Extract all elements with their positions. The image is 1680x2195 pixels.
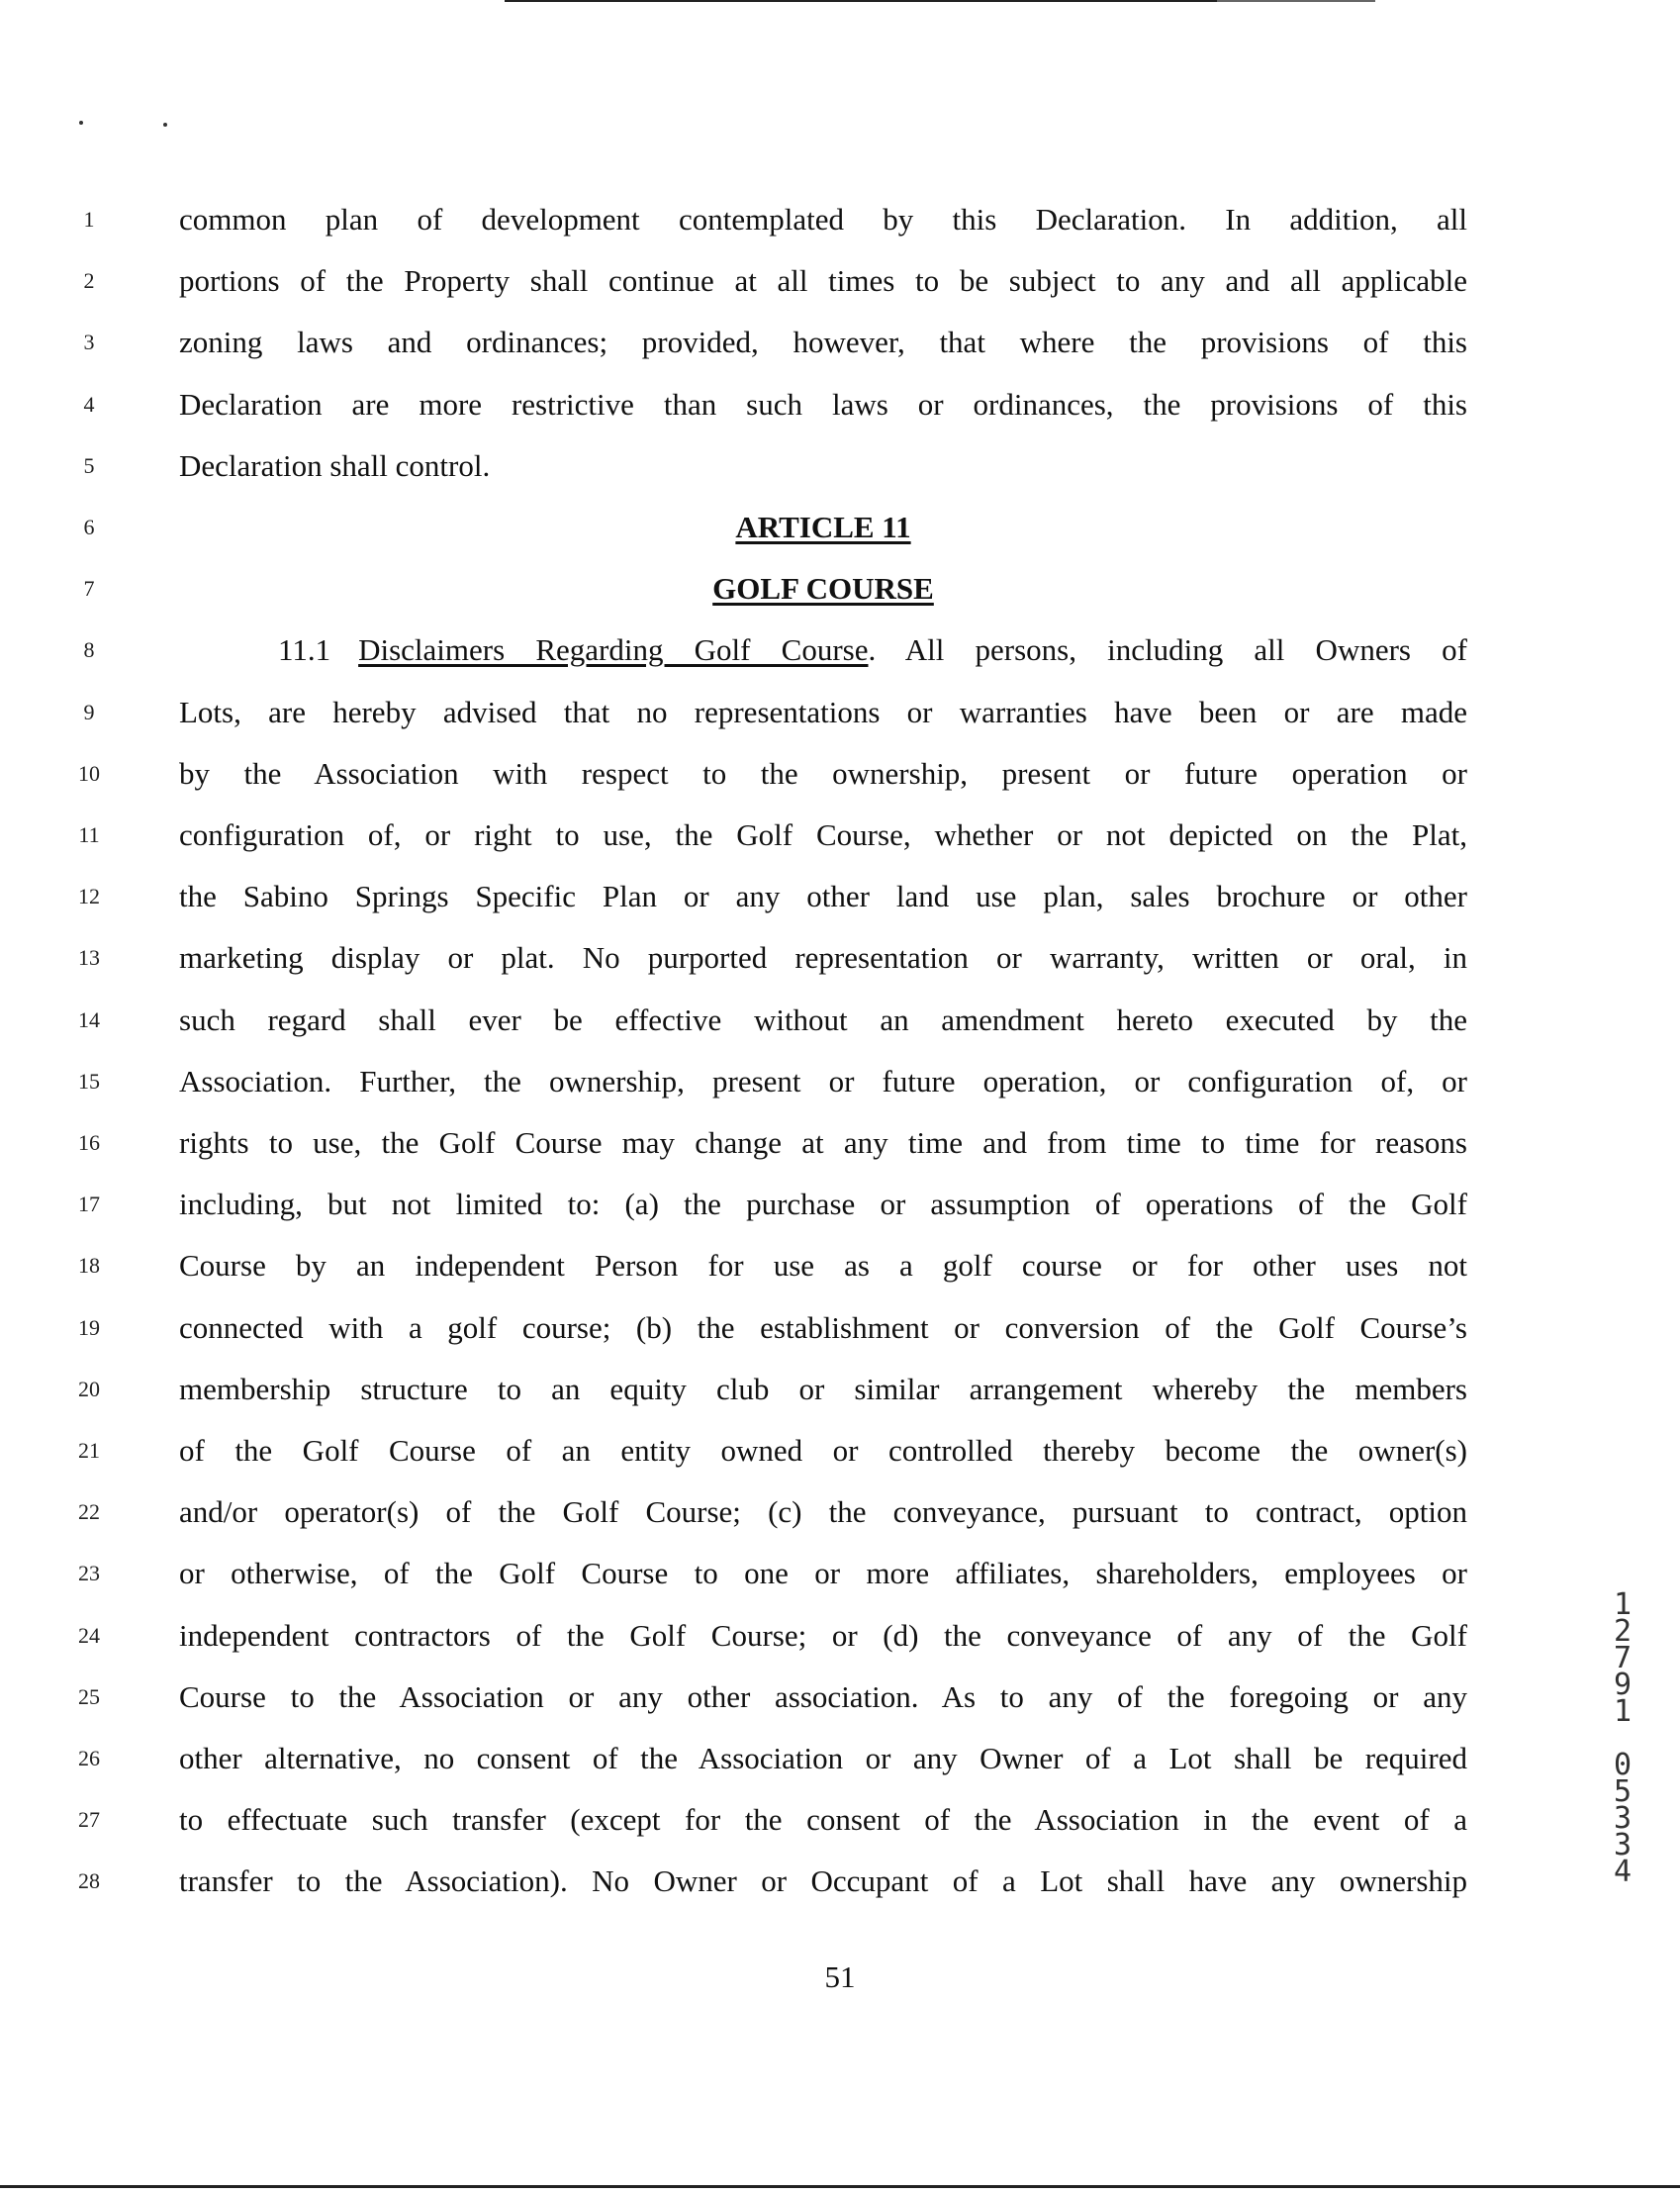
line-text: other alternative, no consent of the Association or any Owner of a Lot shall be required	[179, 1741, 1467, 1775]
stamp-digit: 1	[1613, 1694, 1633, 1729]
line-text: of the Golf Course of an entity owned or controlled thereby become the owner(s)	[179, 1433, 1467, 1468]
line-text: Declaration are more restrictive than such laws or ordinances, the provisions of this	[179, 386, 1467, 422]
line-text: Course by an independent Person for use as a golf course or for other uses not	[179, 1248, 1467, 1284]
document-line	[0, 1728, 1680, 1789]
line-number: 1	[83, 207, 95, 232]
line-number: 11	[78, 822, 100, 847]
line-number: 22	[78, 1499, 100, 1525]
stamp-digit: 3	[1613, 1801, 1633, 1836]
stamp-digit: 3	[1613, 1828, 1633, 1862]
document-line	[0, 1605, 1680, 1667]
line-text: zoning laws and ordinances; provided, however, that where the provisions of this	[179, 325, 1467, 360]
document-line	[0, 1789, 1680, 1851]
line-number: 2	[83, 268, 95, 294]
line-number: 3	[83, 330, 95, 355]
line-text: by the Association with respect to the ownership, present or future operation or	[179, 755, 1467, 791]
line-text: marketing display or plat. No purported representation or warranty, written or oral, in	[179, 940, 1467, 976]
bottom-border-rule	[0, 2185, 1680, 2188]
document-line	[0, 682, 1680, 743]
line-text: transfer to the Association). No Owner or Occupant of a Lot shall have any ownership	[179, 1863, 1467, 1899]
stamp-digit: 7	[1613, 1641, 1633, 1675]
document-line	[0, 1543, 1680, 1604]
line-text: Lots, are hereby advised that no representations or warranties have been or are made	[179, 694, 1467, 729]
recording-number-stamp	[1603, 1587, 1642, 1889]
document-line	[0, 1359, 1680, 1420]
line-number: 5	[83, 452, 95, 478]
line-number: 7	[83, 576, 95, 602]
document-line	[0, 1851, 1680, 1912]
document-line	[0, 866, 1680, 927]
line-number: 23	[78, 1561, 100, 1586]
line-number: 21	[78, 1438, 100, 1463]
stamp-digit: 9	[1613, 1668, 1633, 1702]
document-line	[0, 189, 1680, 250]
page-number: 51	[824, 1959, 856, 1994]
line-number: 18	[78, 1253, 100, 1279]
line-number: 16	[78, 1130, 100, 1155]
document-line	[0, 620, 1680, 681]
line-number: 27	[78, 1807, 100, 1833]
section-title: Disclaimers Regarding Golf Course	[358, 632, 869, 668]
line-number: 4	[83, 391, 95, 417]
line-number: 25	[78, 1683, 100, 1709]
document-line	[0, 1235, 1680, 1296]
line-number: 19	[78, 1314, 100, 1340]
article-heading: GOLF COURSE	[712, 571, 934, 607]
article-heading: ARTICLE 11	[735, 510, 911, 544]
line-text: including, but not limited to: (a) the purchase or assumption of operations of the Golf	[179, 1187, 1467, 1222]
line-number: 28	[78, 1868, 100, 1894]
document-line	[0, 435, 1680, 497]
line-text: membership structure to an equity club or similar arrangement whereby the members	[179, 1371, 1467, 1406]
line-text: such regard shall ever be effective without an amendment hereto executed by the	[179, 1002, 1467, 1037]
section-heading-line	[179, 620, 1467, 681]
line-number: 9	[83, 699, 95, 724]
document-line	[0, 805, 1680, 866]
document-line	[0, 1051, 1680, 1112]
line-text: to effectuate such transfer (except for the consent of the Association in the event of a	[179, 1802, 1467, 1838]
document-line	[0, 990, 1680, 1051]
document-line	[0, 743, 1680, 805]
stamp-digit: 1	[1613, 1587, 1633, 1622]
line-text: Association. Further, the ownership, present or future operation, or configuration of, or	[179, 1063, 1467, 1098]
line-text: Course to the Association or any other association. As to any of the foregoing or any	[179, 1678, 1467, 1714]
scan-speck	[163, 123, 167, 127]
line-number: 14	[78, 1006, 100, 1032]
top-border-rule-tail	[1217, 0, 1375, 2]
stamp-digit: 0	[1613, 1748, 1633, 1782]
line-text: configuration of, or right to use, the Golf Course, whether or not depicted on the Plat,	[179, 817, 1467, 852]
stamp-digit: 4	[1613, 1855, 1633, 1889]
document-line	[0, 1667, 1680, 1728]
line-number: 17	[78, 1192, 100, 1217]
line-number: 13	[78, 945, 100, 971]
document-line	[0, 250, 1680, 312]
document-line	[0, 1297, 1680, 1359]
line-text: the Sabino Springs Specific Plan or any other land use plan, sales brochure or other	[179, 879, 1467, 914]
document-line	[0, 312, 1680, 373]
line-text: independent contractors of the Golf Course; or (d) the conveyance of any of the Golf	[179, 1617, 1467, 1653]
document-line	[0, 497, 1680, 558]
stamp-digit: 5	[1613, 1774, 1633, 1809]
line-number: 10	[78, 760, 100, 786]
line-text: or otherwise, of the Golf Course to one or more affiliates, shareholders, employees or	[179, 1556, 1467, 1591]
document-line	[0, 1174, 1680, 1235]
line-number: 15	[78, 1068, 100, 1094]
line-text: connected with a golf course; (b) the establishment or conversion of the Golf Course’s	[179, 1309, 1467, 1345]
line-text: Declaration shall control.	[179, 447, 491, 483]
document-line	[0, 1420, 1680, 1481]
section-number: 11.1	[278, 632, 331, 668]
line-text: portions of the Property shall continue at all times to be subject to any and all applicable	[179, 263, 1467, 299]
document-line	[0, 927, 1680, 989]
line-number: 20	[78, 1376, 100, 1401]
line-text: and/or operator(s) of the Golf Course; (c) the conveyance, pursuant to contract, option	[179, 1494, 1467, 1530]
scan-speck	[79, 121, 83, 125]
line-number: 8	[83, 637, 95, 663]
line-number: 26	[78, 1746, 100, 1770]
stamp-digit: 2	[1613, 1614, 1633, 1649]
line-number: 24	[78, 1622, 100, 1648]
document-line	[0, 558, 1680, 620]
line-text: rights to use, the Golf Course may change at any time and from time to time for reasons	[179, 1125, 1467, 1160]
line-text: common plan of development contemplated by this Declaration. In addition, all	[179, 202, 1467, 237]
document-line	[0, 1481, 1680, 1543]
document-line	[0, 374, 1680, 435]
line-text: . All persons, including all Owners of	[868, 632, 1467, 668]
document-line	[0, 1112, 1680, 1174]
line-number: 6	[83, 515, 95, 539]
line-number: 12	[78, 884, 100, 909]
